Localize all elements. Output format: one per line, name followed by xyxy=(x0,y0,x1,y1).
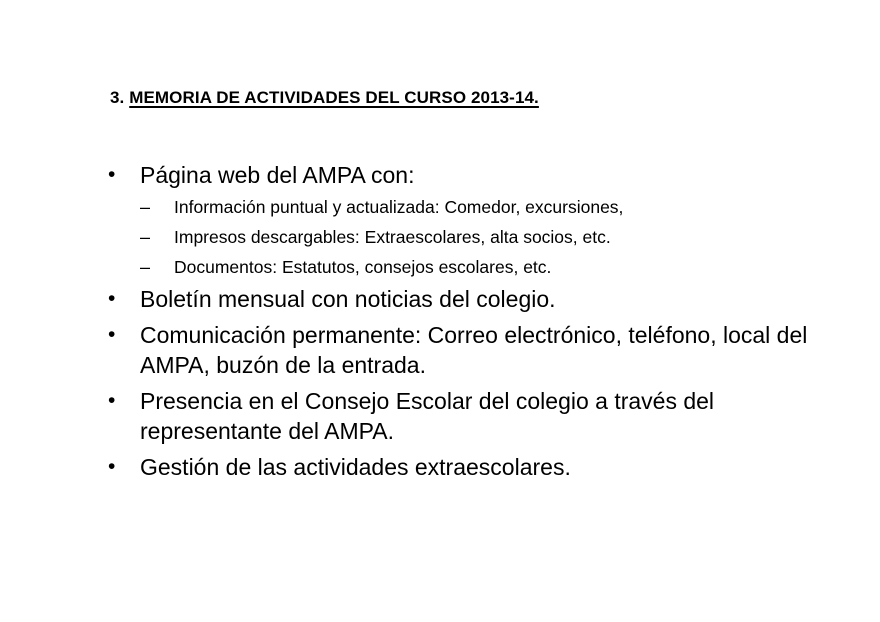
sublist-item-documents xyxy=(140,252,808,282)
dash-icon: – xyxy=(140,197,151,217)
dash-icon: – xyxy=(140,257,151,277)
bullet-icon: • xyxy=(108,389,116,412)
list-item-text: Presencia en el Consejo Escolar del colegio a través del representante del AMPA. xyxy=(140,388,715,444)
list-item-newsletter xyxy=(108,284,808,314)
website-sublist xyxy=(140,192,808,282)
list-item-text: Boletín mensual con noticias del colegio. xyxy=(140,286,556,312)
sublist-item-forms xyxy=(140,222,808,252)
bullet-icon: • xyxy=(108,163,116,186)
sublist-item-text: Documentos: Estatutos, consejos escolares, etc. xyxy=(174,257,552,277)
section-number: 3. xyxy=(110,88,125,107)
section-title xyxy=(110,88,539,108)
list-item-school-council xyxy=(108,386,808,446)
sublist-item-info xyxy=(140,192,808,222)
list-item-text: Página web del AMPA con: xyxy=(140,162,415,188)
section-title-text: MEMORIA DE ACTIVIDADES DEL CURSO 2013-14. xyxy=(129,88,539,107)
list-item-text: Gestión de las actividades extraescolares. xyxy=(140,454,571,480)
bullet-icon: • xyxy=(108,287,116,310)
sublist-item-text: Impresos descargables: Extraescolares, alta socios, etc. xyxy=(174,227,611,247)
list-item-website xyxy=(108,160,808,282)
sublist-item-text: Información puntual y actualizada: Comedor, excursiones, xyxy=(174,197,624,217)
list-item-extracurricular xyxy=(108,452,808,482)
list-item-communication xyxy=(108,320,808,380)
list-item-text: Comunicación permanente: Correo electrónico, teléfono, local del AMPA, buzón de la entrada. xyxy=(140,322,808,378)
dash-icon: – xyxy=(140,227,151,247)
activities-list xyxy=(108,160,808,488)
bullet-icon: • xyxy=(108,323,116,346)
bullet-icon: • xyxy=(108,455,116,478)
